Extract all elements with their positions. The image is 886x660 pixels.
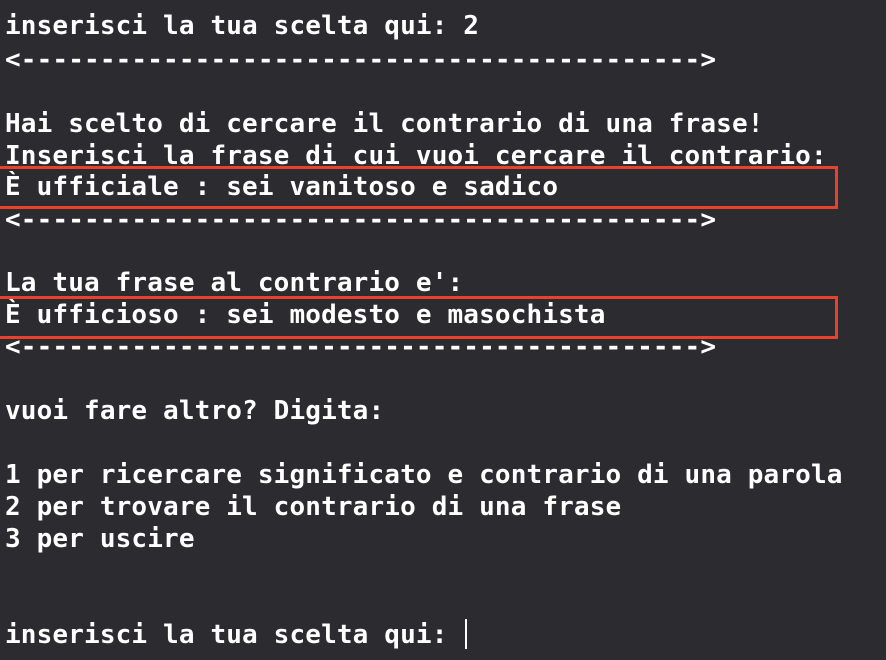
menu-option-3: 3 per uscire <box>5 524 195 554</box>
menu-option-1: 1 per ricercare significato e contrario di una parola <box>5 460 843 490</box>
input-instruction-line: Inserisci la frase di cui vuoi cercare il contrario: <box>5 141 827 171</box>
choice-confirmation-line: Hai scelto di cercare il contrario di una frase! <box>5 109 764 139</box>
separator-line-2: <-------------------------------------------> <box>5 205 717 235</box>
input-phrase-line: È ufficiale : sei vanitoso e sadico <box>5 172 559 202</box>
result-heading-line: La tua frase al contrario e': <box>5 268 464 298</box>
prompt-line-previous: inserisci la tua scelta qui: 2 <box>5 11 480 41</box>
menu-question-line: vuoi fare altro? Digita: <box>5 396 385 426</box>
separator-line-3: <-------------------------------------------> <box>5 332 717 362</box>
text-cursor <box>465 619 467 649</box>
separator-line-1: <-------------------------------------------> <box>5 45 717 75</box>
menu-option-2: 2 per trovare il contrario di una frase <box>5 492 622 522</box>
current-prompt-text: inserisci la tua scelta qui: <box>5 620 464 650</box>
current-prompt-line[interactable] <box>5 619 467 651</box>
result-phrase-line: È ufficioso : sei modesto e masochista <box>5 300 606 330</box>
